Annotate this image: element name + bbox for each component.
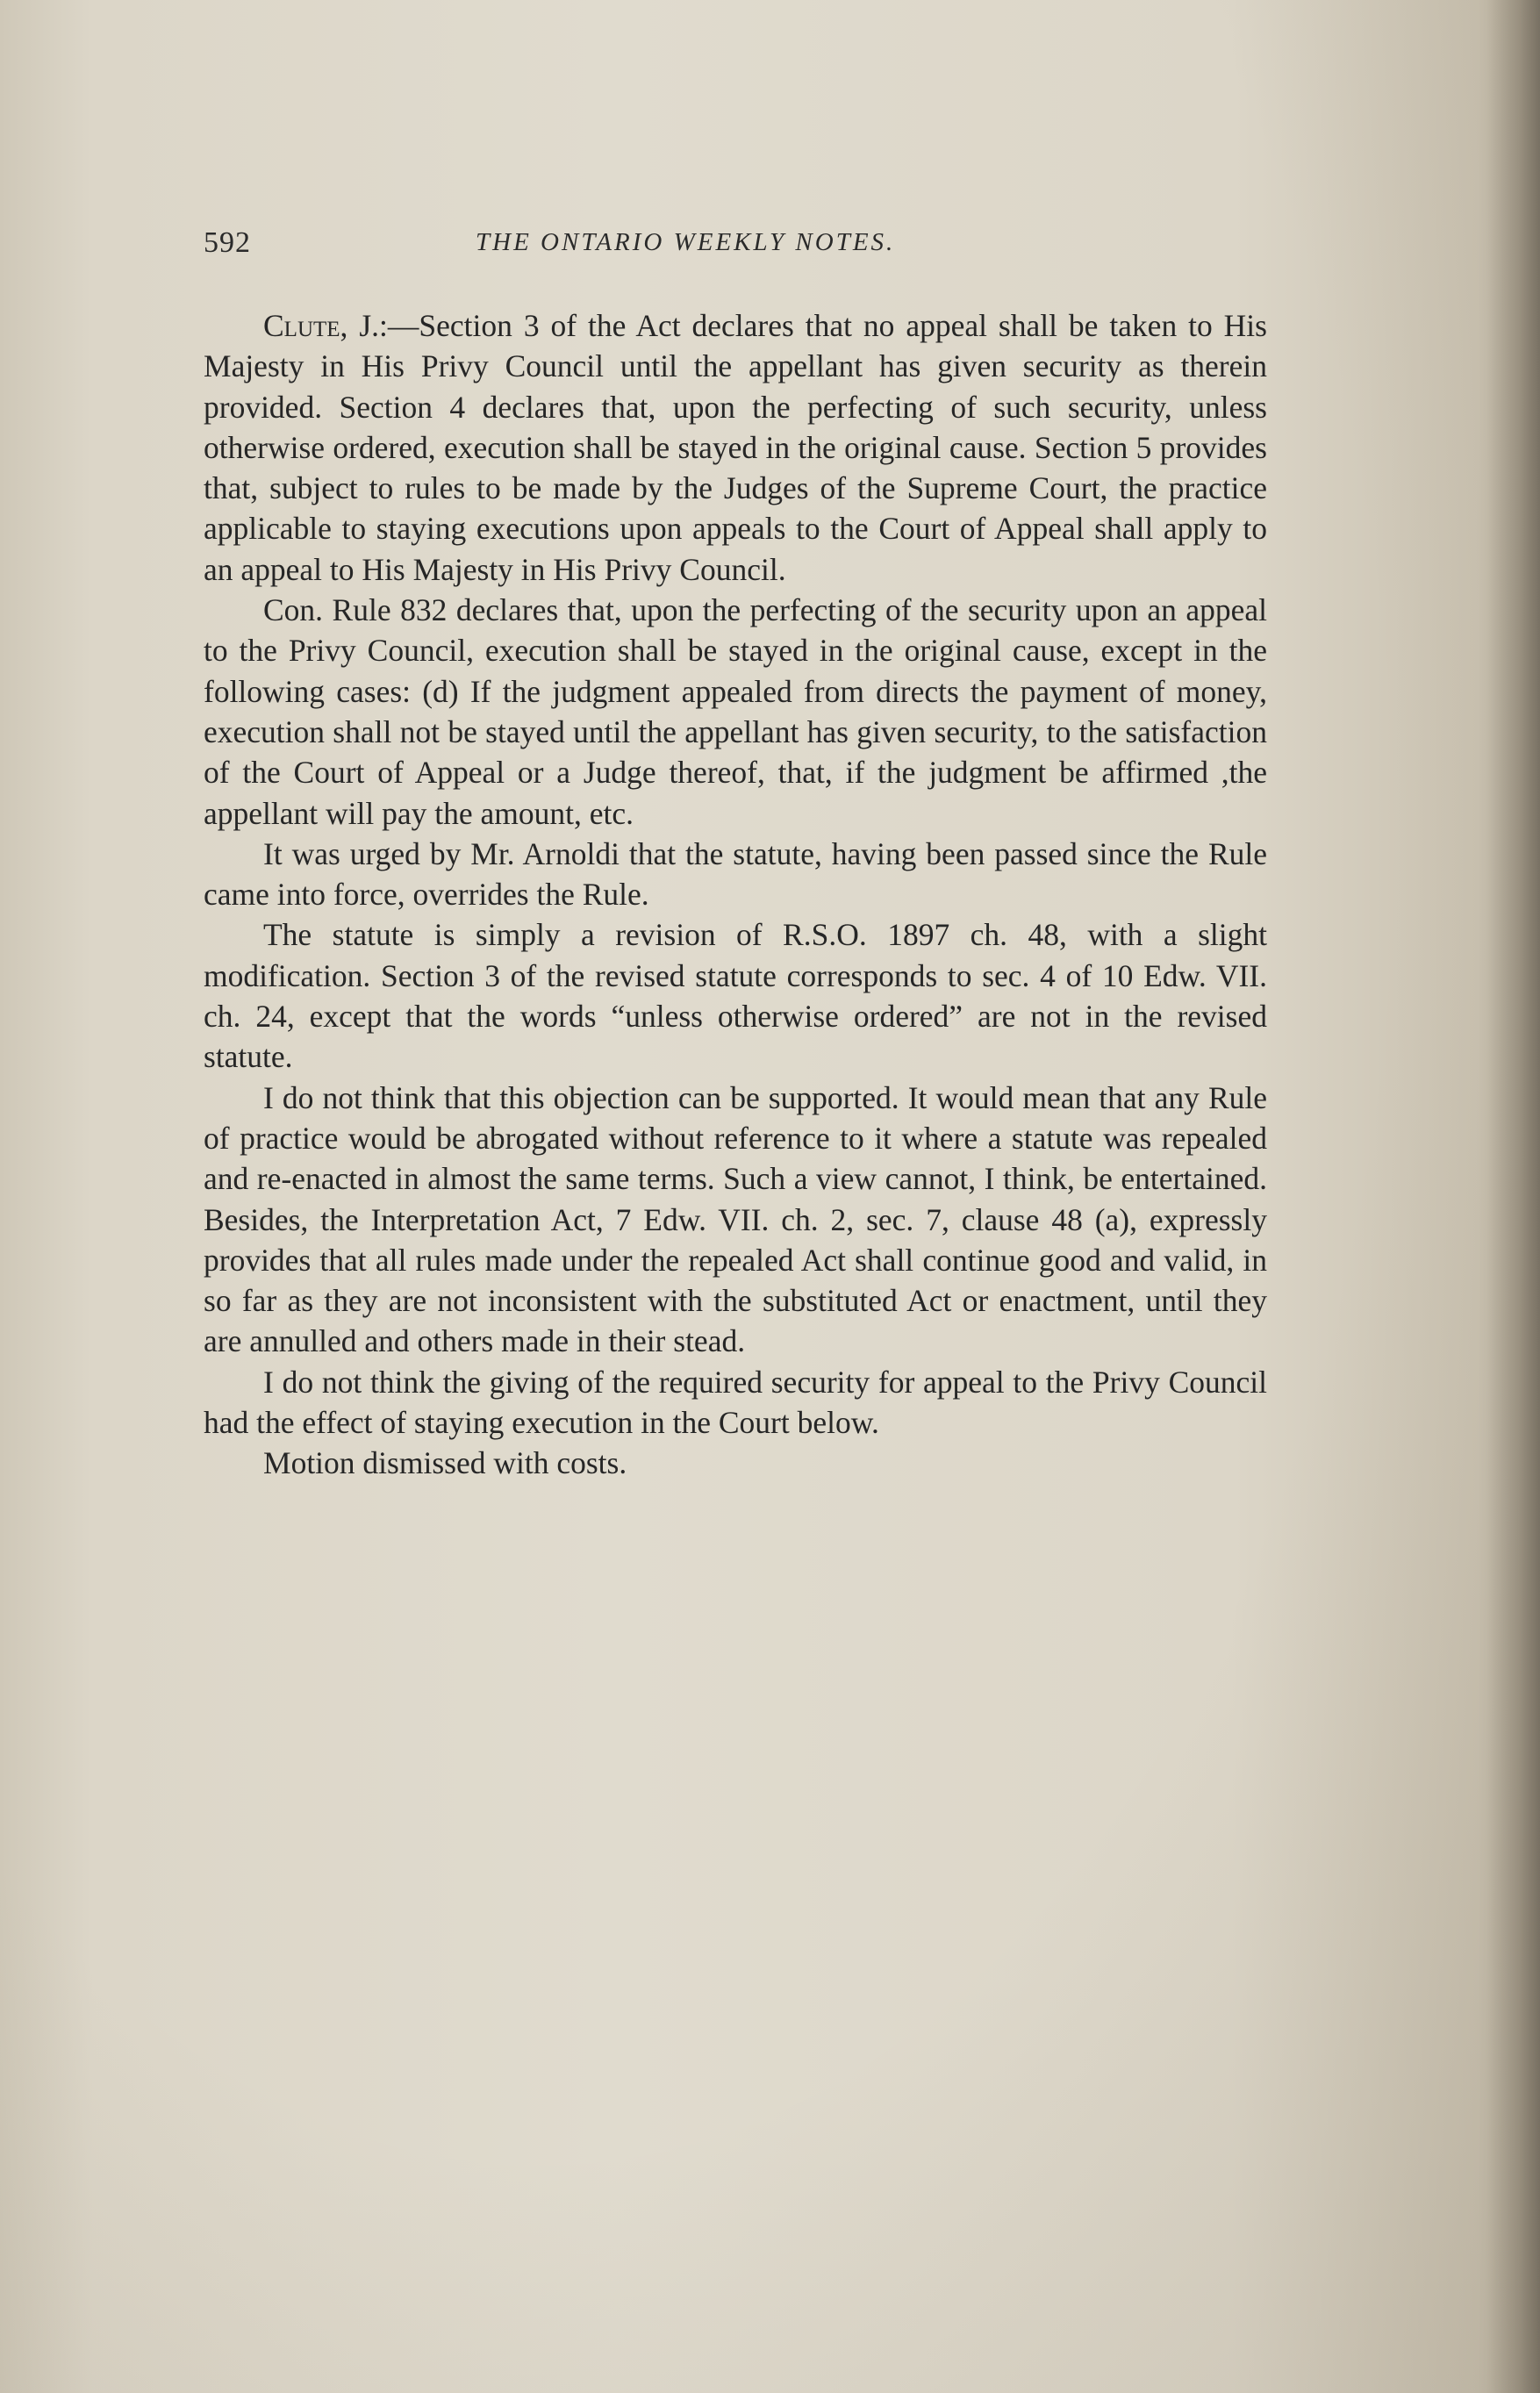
disposition: Motion dismissed with costs. xyxy=(263,1445,627,1481)
paragraph-6: I do not think the giving of the required security for appeal to the Privy Council had the effect of staying execution in the Court below. xyxy=(204,1364,1267,1441)
page-number: 592 xyxy=(204,226,251,259)
paragraph-4: The statute is simply a revision of R.S.O. 1897 ch. 48, with a slight modification. Section 3 of the revised statute corresponds to sec. 4 of 10 Edw. VII. ch. 24, except that the words “unless otherwise ordered” are not in the revised statute. xyxy=(204,917,1267,1075)
paragraph-5: I do not think that this objection can be supported. It would mean that any Rule of practice would be abrogated without reference to it where a statute was repealed and re-enacted in almost the same terms. Such a view cannot, I think, be entertained. Besides, the Interpretation Act, 7 Edw. VII. ch. 2, sec. 7, clause 48 (a), expressly provides that all rules made under the repealed Act shall continue good and valid, in so far as they are not inconsistent with the substituted Act or enactment, until they are annulled and others made in their stead. xyxy=(204,1079,1267,1359)
page-header xyxy=(204,226,1274,279)
running-head: THE ONTARIO WEEKLY NOTES. xyxy=(476,228,896,256)
paragraph-3: It was urged by Mr. Arnoldi that the statute, having been passed since the Rule came into force, overrides the Rule. xyxy=(204,835,1267,913)
paragraph-2: Con. Rule 832 declares that, upon the perfecting of the security upon an appeal to the Privy Council, execution shall be stayed in the original cause, except in the following cases: (d) If the judgment appealed from directs the payment of money, execution shall not be stayed until the appellant has given security, to the satisfaction of the Court of Appeal or a Judge thereof, that, if the judgment be affirmed ,the appellant will pay the amount, etc. xyxy=(204,592,1267,831)
paragraph-1 xyxy=(204,305,1267,590)
judgment-text xyxy=(204,305,1267,1484)
paragraph-1-text: :—Section 3 of the Act declares that no appeal shall be taken to His Majesty in His Privy Council until the appellant has given security as therein provided. Section 4 declares that, upon the perfecting of such security, unless otherwise ordered, execution shall be stayed in the original cause. Section 5 provides that, subject to rules to be made by the Judges of the Supreme Court, the practice applicable to staying executions upon appeals to the Court of Appeal shall apply to an appeal to His Majesty in His Privy Council. xyxy=(204,308,1267,587)
judge-name: Clute, J. xyxy=(263,308,380,343)
page-edge-shadow xyxy=(1487,0,1540,2393)
